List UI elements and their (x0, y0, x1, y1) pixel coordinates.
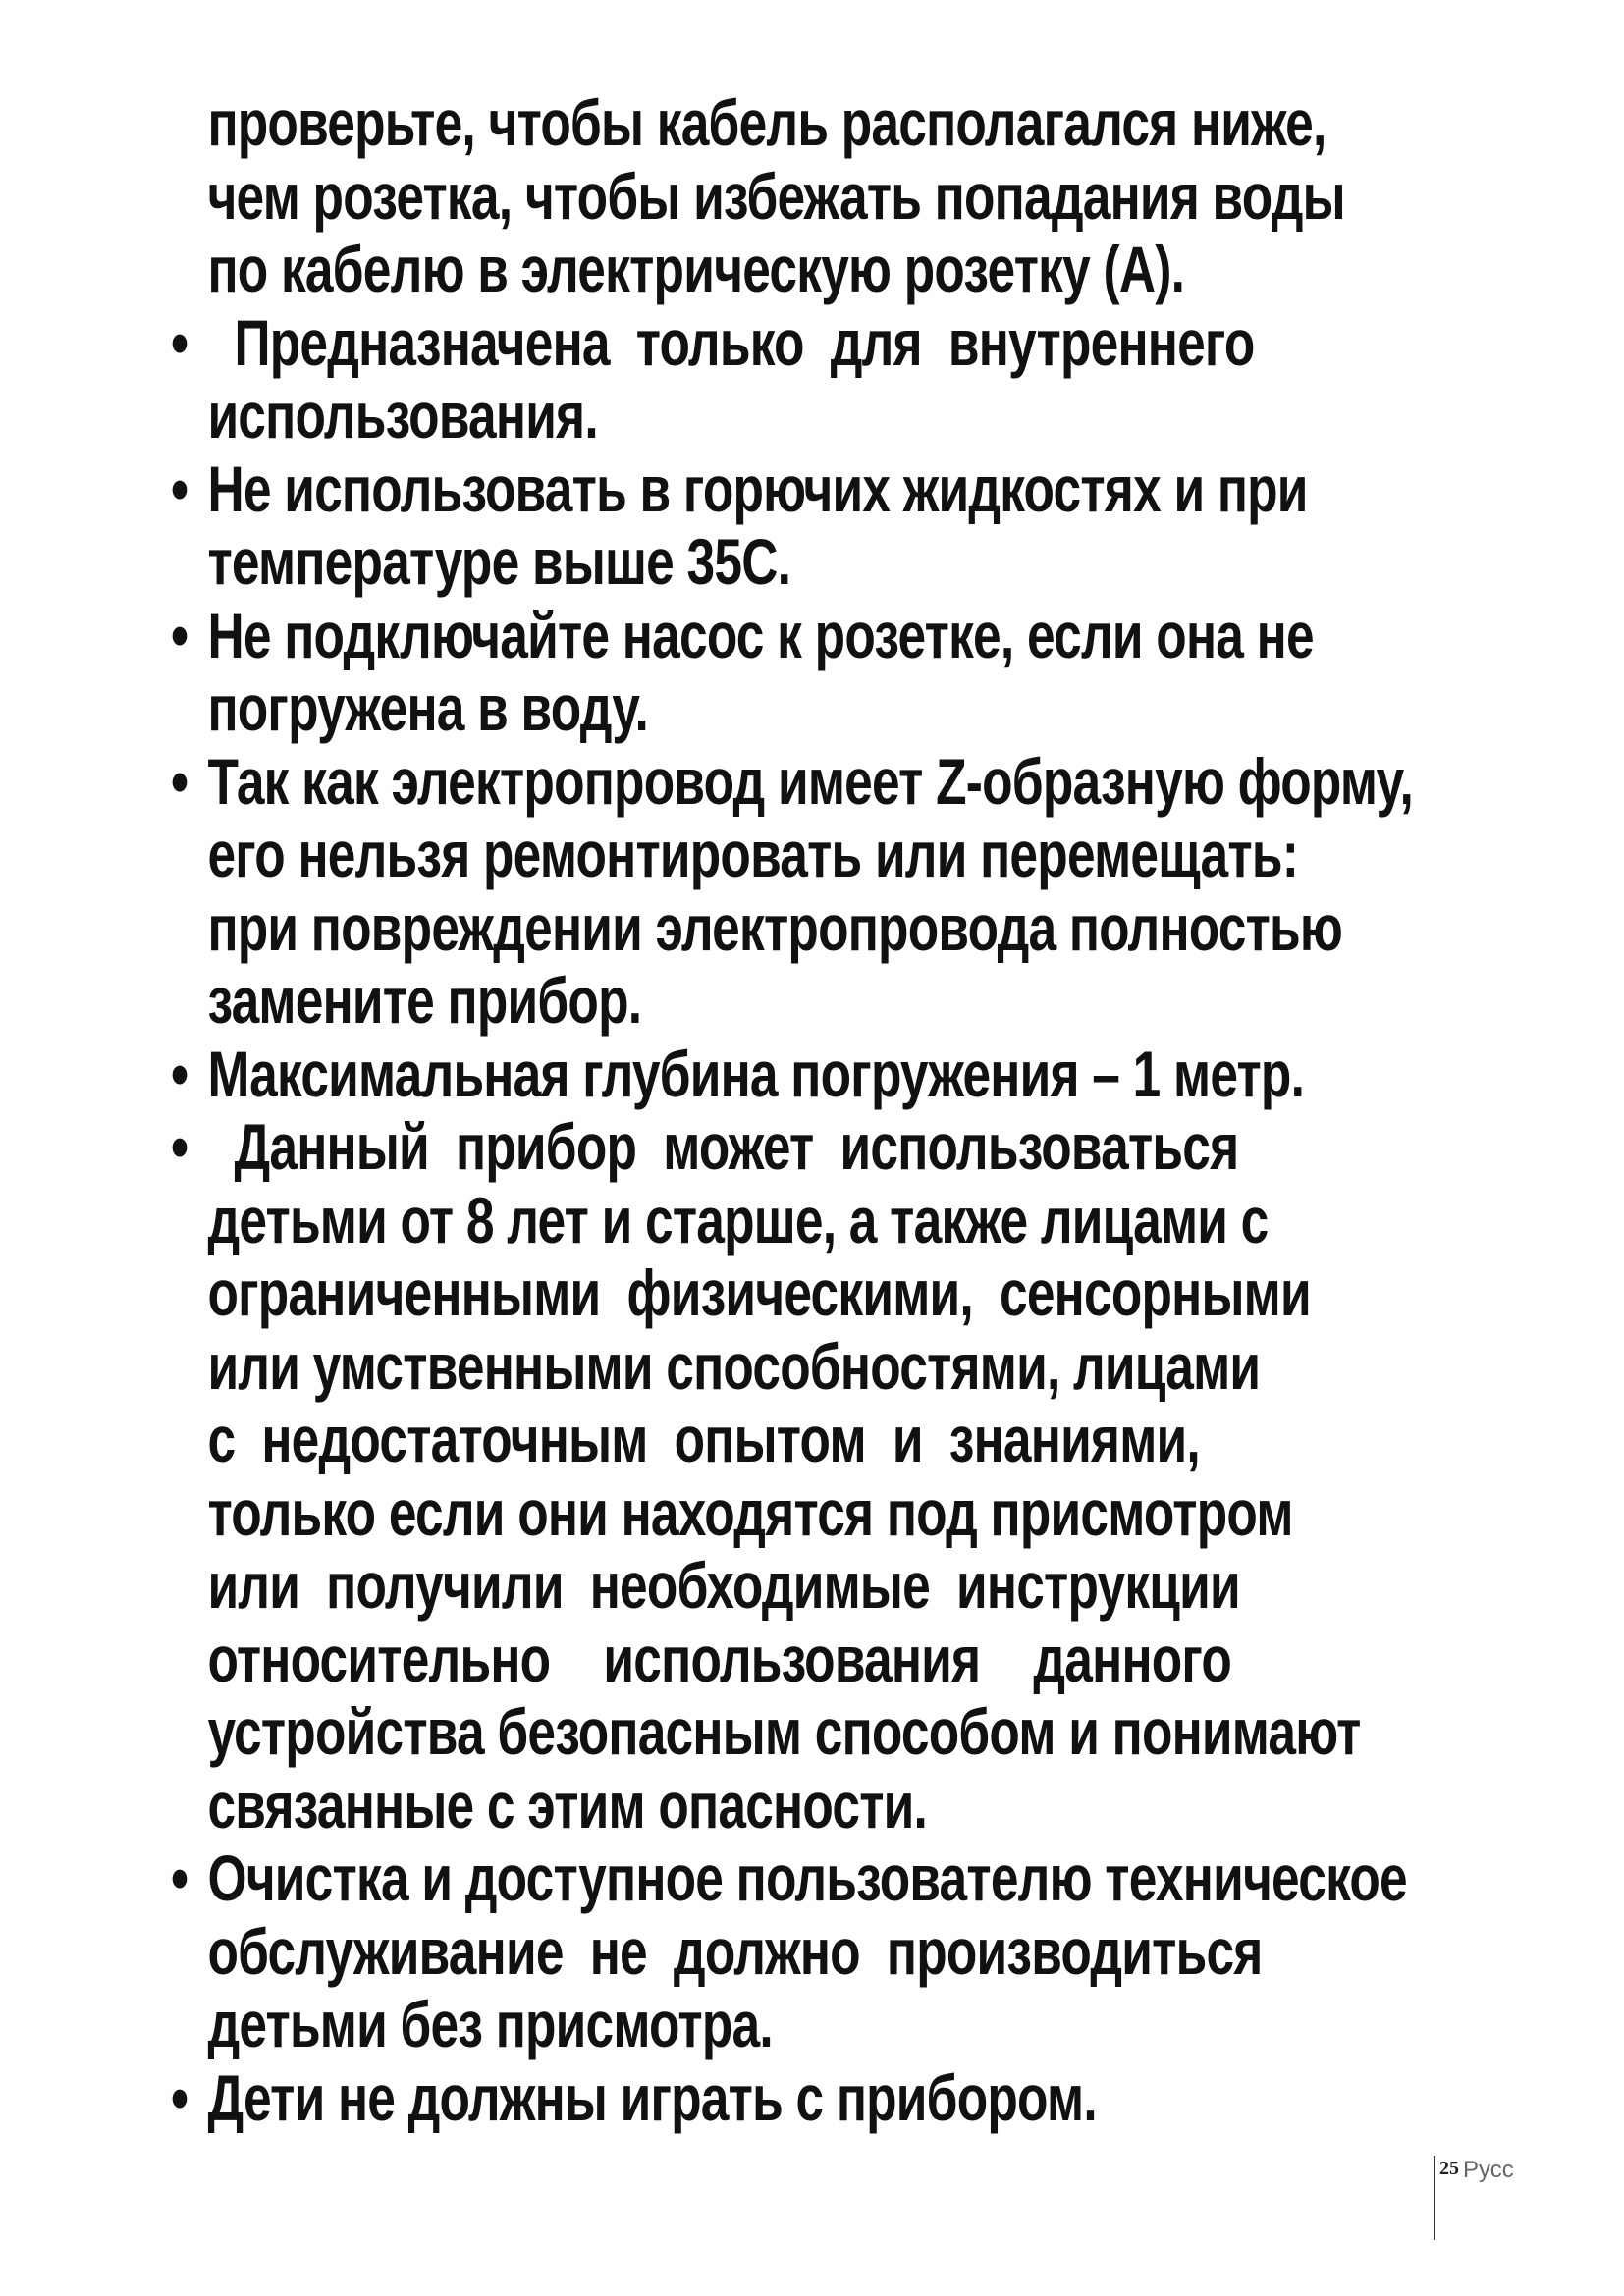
page-number: 25 (1439, 2158, 1459, 2179)
line-text: погружена в воду. (207, 671, 649, 744)
line-text: или умственными способностями, лицами (207, 1329, 1261, 1403)
text-line (171, 1988, 1182, 2061)
line-text: детьми без присмотра. (207, 1988, 773, 2060)
text-line (171, 1842, 1407, 1915)
bullet-marker: • (171, 598, 189, 671)
bullet-marker: • (171, 1110, 189, 1183)
footer-divider (1434, 2156, 1435, 2240)
text-line (171, 379, 1182, 453)
line-text: ограниченными физическими, сенсорными (207, 1256, 1311, 1329)
text-line (171, 890, 1343, 965)
line-text: чем розетка, чтобы избежать попадания воды (207, 159, 1345, 233)
bullet-marker: • (171, 452, 189, 525)
line-text: его нельзя ремонтировать или перемещать: (207, 818, 1299, 890)
line-text: Не подключайте насос к розетке, если она не (207, 598, 1314, 671)
line-text: детьми от 8 лет и старше, а также лицами с (207, 1183, 1269, 1256)
body-text (171, 86, 1467, 2134)
text-line (171, 744, 1414, 819)
text-line (171, 233, 1185, 306)
text-line (171, 598, 1314, 672)
text-line (171, 1549, 1240, 1623)
line-text: с недостаточным опытом и знаниями, (207, 1403, 1200, 1475)
line-text: Предназначена только для внутреннего (207, 305, 1255, 379)
text-line (171, 86, 1326, 160)
line-text: Очистка и доступное пользователю техническое (207, 1842, 1407, 1914)
text-line (171, 1622, 1232, 1696)
bullet-marker: • (171, 1037, 189, 1110)
line-text: использования. (207, 379, 598, 452)
text-line (171, 1256, 1311, 1330)
text-line (171, 1329, 1261, 1404)
line-text: замените прибор. (207, 964, 642, 1037)
text-line (171, 2061, 1182, 2135)
text-line (171, 305, 1255, 380)
bullet-marker: • (171, 744, 189, 818)
text-line (171, 1110, 1239, 1184)
line-text: или получили необходимые инструкции (207, 1549, 1240, 1622)
text-line (171, 1037, 1305, 1111)
text-line (171, 1769, 1182, 1842)
line-text: по кабелю в электрическую розетку (А). (207, 233, 1185, 305)
text-line (171, 1183, 1269, 1257)
line-text: Так как электропровод имеет Z-образную форму, (207, 744, 1414, 818)
bullet-marker: • (171, 305, 189, 379)
section-label: Русс (1463, 2157, 1514, 2183)
line-text: относительно использования данного (207, 1622, 1232, 1695)
line-text: устройства безопасным способом и понимают (207, 1695, 1361, 1768)
text-line (171, 525, 1182, 599)
text-line (171, 1475, 1293, 1550)
line-text: связанные с этим опасности. (207, 1768, 928, 1842)
text-line (171, 159, 1345, 234)
text-line (171, 671, 1182, 745)
line-text: Не использовать в горючих жидкостях и при (207, 452, 1308, 525)
line-text: температуре выше 35С. (207, 525, 791, 598)
text-line (171, 818, 1299, 891)
text-line (171, 964, 1182, 1038)
text-line (171, 452, 1308, 526)
line-text: Дети не должны играть с прибором. (207, 2060, 1097, 2134)
line-text: при повреждении электропровода полностью (207, 890, 1343, 964)
bullet-marker: • (171, 1842, 189, 1914)
line-text: Максимальная глубина погружения – 1 метр. (207, 1037, 1305, 1110)
text-line (171, 1695, 1361, 1769)
line-text: обслуживание не должно производиться (207, 1914, 1263, 1988)
line-text: только если они находятся под присмотром (207, 1475, 1293, 1549)
line-text: Данный прибор может использоваться (207, 1110, 1239, 1183)
text-line (171, 1914, 1263, 1989)
bullet-marker: • (171, 2060, 189, 2134)
text-line (171, 1403, 1200, 1476)
line-text: проверьте, чтобы кабель располагался ниже, (207, 86, 1326, 159)
